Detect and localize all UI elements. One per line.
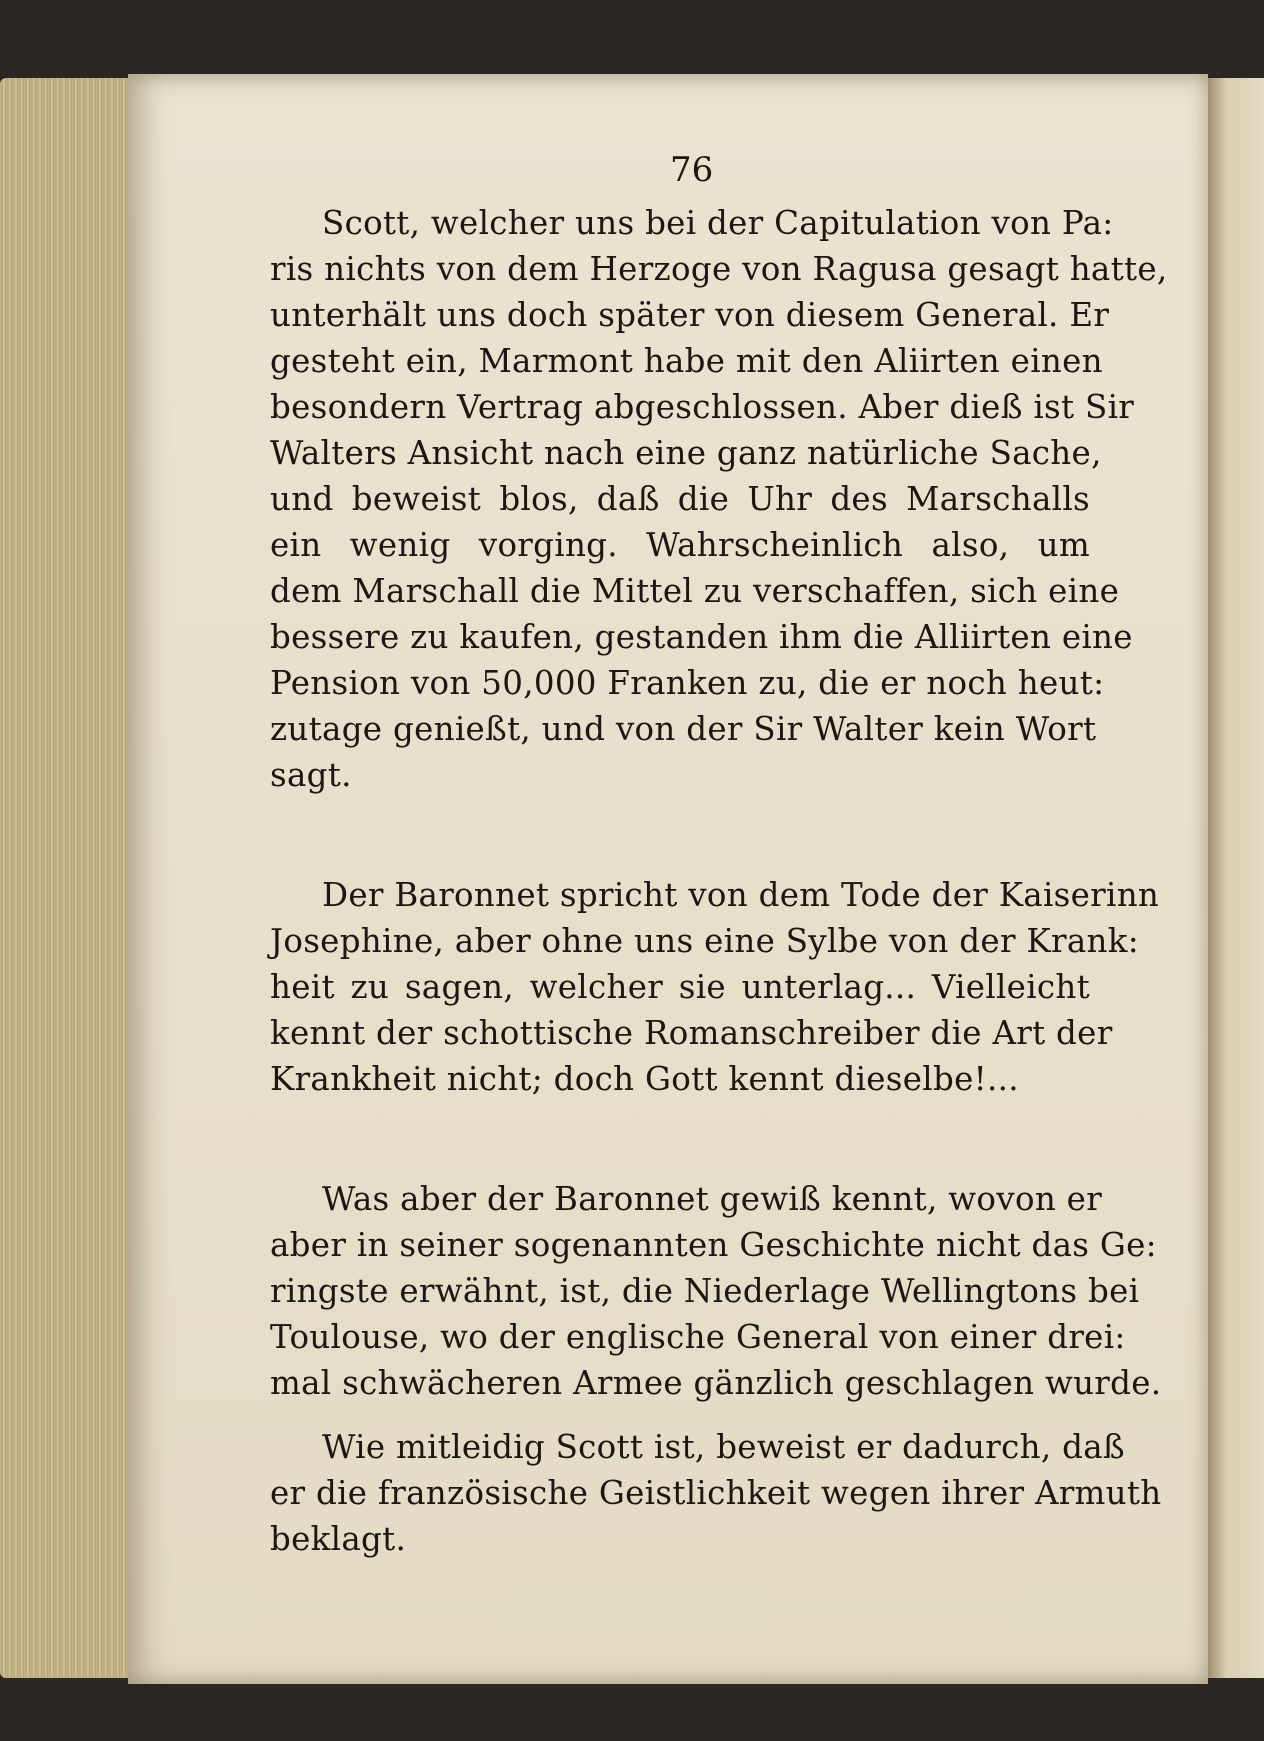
text-line: Wie mitleidig Scott ist, beweist er dadurch, daß: [322, 1428, 1125, 1466]
text-line: kennt der schottische Romanschreiber die Art der: [270, 1014, 1113, 1052]
page-text: [270, 200, 1168, 1562]
paragraph-2: [270, 872, 1160, 1102]
text-line: Josephine, aber ohne uns eine Sylbe von der Krank:: [270, 922, 1139, 960]
text-line: Scott, welcher uns bei der Capitulation von Pa:: [322, 204, 1114, 242]
text-line: ein wenig vorging. Wahrscheinlich also, um: [270, 526, 1090, 564]
text-line: aber in seiner sogenannten Geschichte nicht das Ge:: [270, 1226, 1157, 1264]
text-line: zutage genießt, und von der Sir Walter kein Wort: [270, 710, 1097, 748]
text-line: bessere zu kaufen, gestanden ihm die Alliirten eine: [270, 618, 1133, 656]
page-number: 76: [670, 150, 714, 190]
paragraph-4: [270, 1424, 1162, 1562]
text-line: Pension von 50,000 Franken zu, die er noch heut:: [270, 664, 1105, 702]
text-line: beklagt.: [270, 1520, 407, 1558]
facing-page-edge: [1202, 78, 1264, 1678]
text-line: besondern Vertrag abgeschlossen. Aber dieß ist Sir: [270, 388, 1135, 426]
text-line: sagt.: [270, 756, 352, 794]
text-line: mal schwächeren Armee gänzlich geschlagen wurde.: [270, 1364, 1162, 1402]
text-line: Krankheit nicht; doch Gott kennt dieselbe!...: [270, 1060, 1019, 1098]
paragraph-1: [270, 200, 1168, 798]
text-line: gesteht ein, Marmont habe mit den Aliirten einen: [270, 342, 1103, 380]
text-line: Walters Ansicht nach eine ganz natürliche Sache,: [270, 434, 1102, 472]
text-line: unterhält uns doch später von diesem General. Er: [270, 296, 1110, 334]
text-line: er die französische Geistlichkeit wegen ihrer Armuth: [270, 1474, 1162, 1512]
text-line: dem Marschall die Mittel zu verschaffen, sich eine: [270, 572, 1120, 610]
paragraph-3: [270, 1176, 1162, 1406]
text-line: und beweist blos, daß die Uhr des Marschalls: [270, 480, 1090, 518]
text-line: Toulouse, wo der englische General von einer drei:: [270, 1318, 1126, 1356]
text-line: ringste erwähnt, ist, die Niederlage Wellingtons bei: [270, 1272, 1140, 1310]
text-line: Der Baronnet spricht von dem Tode der Kaiserinn: [322, 876, 1160, 914]
text-line: Was aber der Baronnet gewiß kennt, wovon er: [322, 1180, 1103, 1218]
text-line: heit zu sagen, welcher sie unterlag... Vielleicht: [270, 968, 1090, 1006]
text-line: ris nichts von dem Herzoge von Ragusa gesagt hatte,: [270, 250, 1168, 288]
page-stack-edge: [0, 78, 138, 1678]
